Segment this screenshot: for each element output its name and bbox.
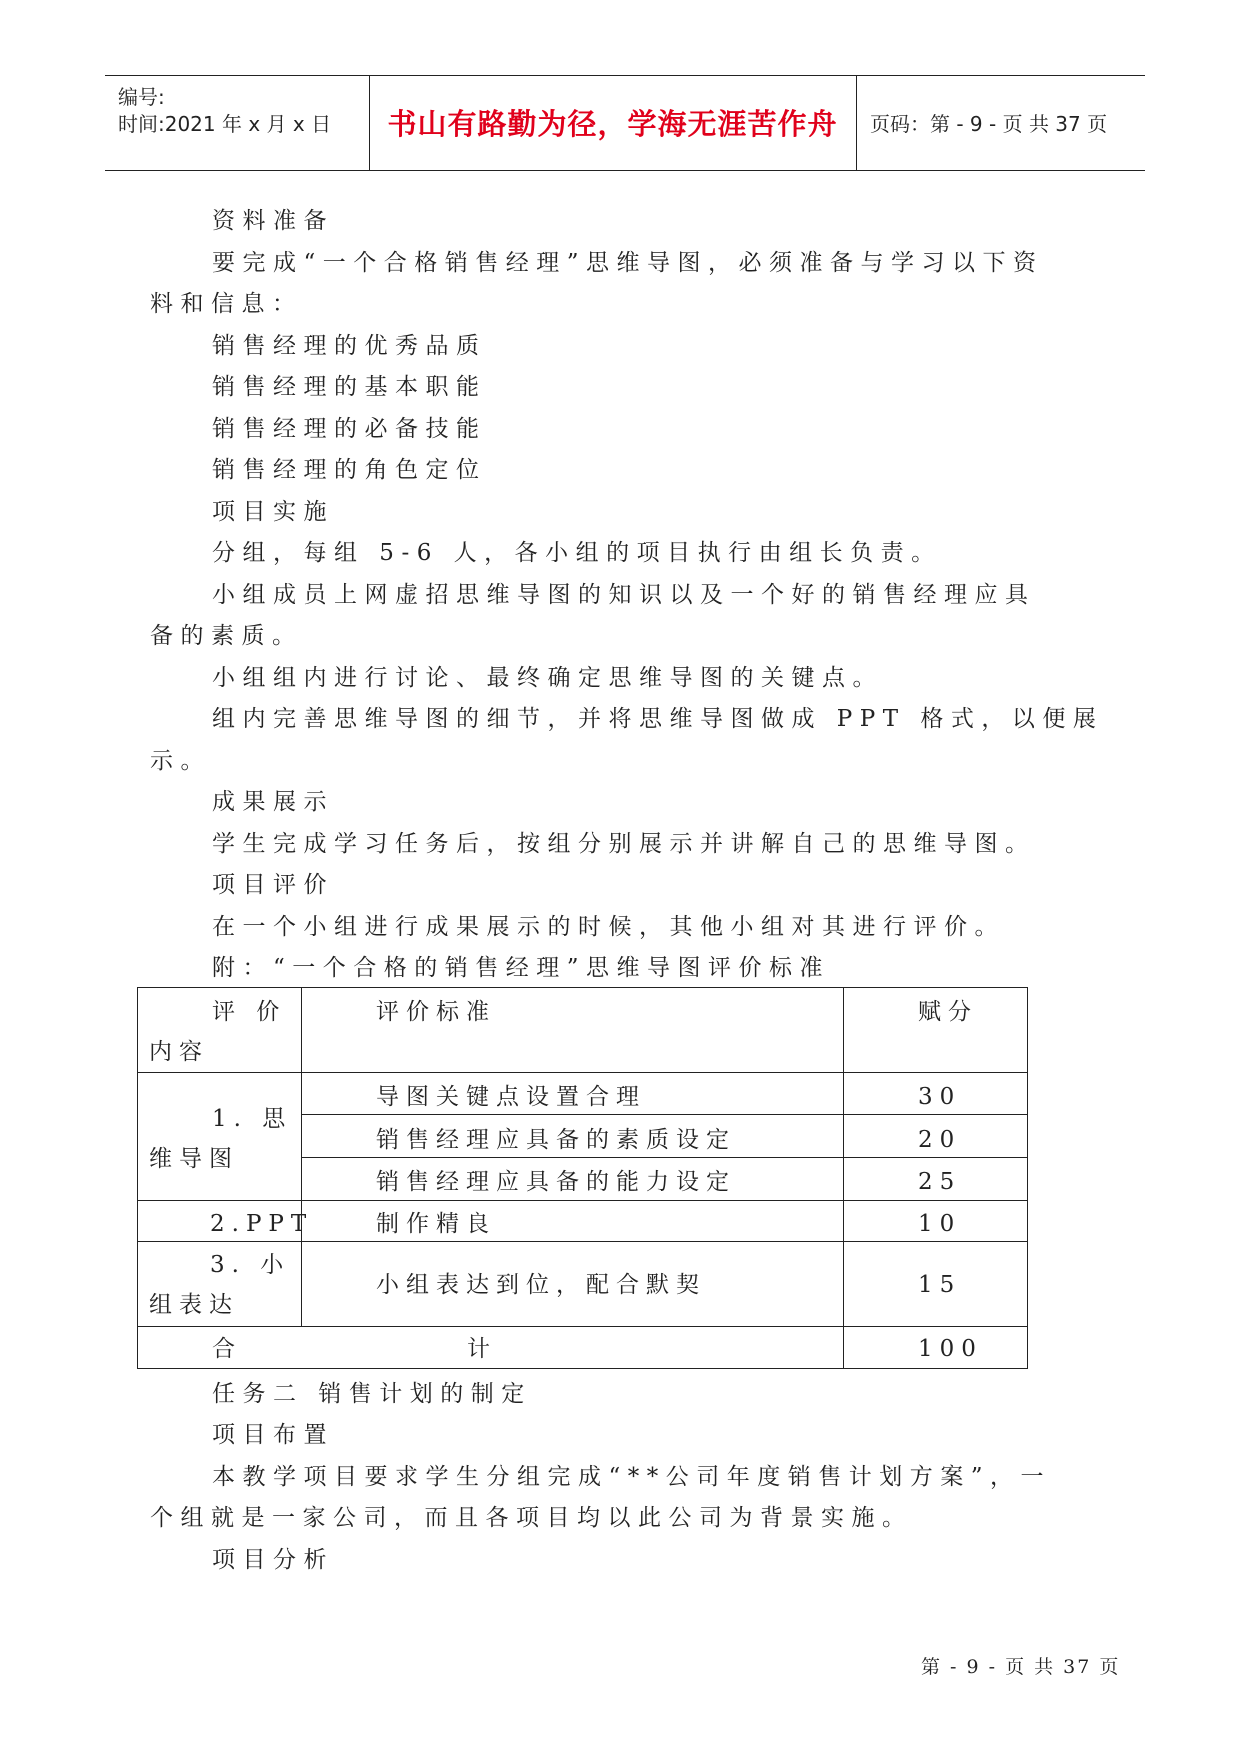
- document-time-label: 时间:2021 年 x 月 x 日: [118, 112, 332, 136]
- paragraph-line: 示。: [150, 748, 211, 774]
- paragraph-line: 小组组内进行讨论、最终确定思维导图的关键点。: [212, 665, 883, 691]
- paragraph-line: 分组，每组 5-6 人，各小组的项目执行由组长负责。: [212, 540, 942, 566]
- list-item: 销售经理的必备技能: [212, 416, 487, 442]
- table-divider: [137, 1200, 1028, 1201]
- table-divider: [137, 1241, 1028, 1242]
- table-cell: 销售经理应具备的素质设定: [376, 1127, 736, 1153]
- table-border: [137, 987, 138, 1369]
- table-border: [137, 987, 1028, 988]
- section-heading: 项目评价: [212, 872, 334, 898]
- table-header-cell: 评 价: [212, 999, 287, 1025]
- table-total-score: 100: [918, 1336, 983, 1362]
- page-footer: 第 - 9 - 页 共 37 页: [921, 1656, 1121, 1678]
- table-cell: 导图关键点设置合理: [376, 1084, 646, 1110]
- table-divider: [843, 987, 844, 1369]
- page-header: [105, 75, 1145, 171]
- table-cell: 制作精良: [376, 1211, 496, 1237]
- table-divider: [137, 1072, 1028, 1073]
- paragraph-line: 本教学项目要求学生分组完成“**公司年度销售计划方案”，一: [212, 1464, 1052, 1490]
- paragraph-line: 小组成员上网虚招思维导图的知识以及一个好的销售经理应具: [212, 582, 1036, 608]
- table-border: [1027, 987, 1028, 1369]
- paragraph-line: 组内完善思维导图的细节，并将思维导图做成 PPT 格式，以便展: [212, 706, 1104, 732]
- section-heading: 项目布置: [212, 1422, 334, 1448]
- table-total-label: 计: [467, 1336, 497, 1362]
- section-heading: 项目实施: [212, 499, 334, 525]
- list-item: 销售经理的角色定位: [212, 457, 487, 483]
- table-cell: 1. 思: [212, 1106, 293, 1132]
- table-divider: [301, 1157, 1028, 1158]
- table-cell: 30: [918, 1084, 962, 1110]
- section-heading: 任务二 销售计划的制定: [212, 1381, 532, 1407]
- table-cell: 小组表达到位，配合默契: [376, 1272, 706, 1298]
- paragraph-line: 备的素质。: [150, 623, 303, 649]
- table-cell: 15: [918, 1272, 962, 1298]
- paragraph-line: 料和信息：: [150, 291, 303, 317]
- table-total-label: 合: [212, 1336, 242, 1362]
- document-number-label: 编号:: [118, 85, 165, 109]
- list-item: 销售经理的基本职能: [212, 374, 487, 400]
- table-divider: [301, 1114, 1028, 1115]
- table-cell: 25: [918, 1169, 962, 1195]
- table-header-cell: 内容: [149, 1039, 209, 1065]
- table-cell: 3. 小: [210, 1252, 291, 1278]
- evaluation-table: [137, 987, 1028, 1369]
- table-cell: 2.PPT: [210, 1211, 314, 1237]
- table-divider: [137, 1326, 1028, 1327]
- paragraph-line: 个组就是一家公司，而且各项目均以此公司为背景实施。: [150, 1505, 913, 1531]
- table-header-cell: 赋分: [918, 999, 978, 1025]
- header-page-info: 页码：第 - 9 - 页 共 37 页: [870, 112, 1108, 136]
- table-cell: 10: [918, 1211, 962, 1237]
- paragraph-line: 学生完成学习任务后，按组分别展示并讲解自己的思维导图。: [212, 831, 1036, 857]
- table-cell: 销售经理应具备的能力设定: [376, 1169, 736, 1195]
- table-caption: 附：“一个合格的销售经理”思维导图评价标准: [212, 955, 831, 981]
- header-motto: 书山有路勤为径，学海无涯苦作舟: [387, 107, 838, 141]
- table-cell: 维导图: [149, 1146, 239, 1172]
- header-meta-cell: [105, 76, 370, 170]
- section-heading: 资料准备: [212, 208, 334, 234]
- table-border: [137, 1368, 1028, 1369]
- paragraph-line: 在一个小组进行成果展示的时候，其他小组对其进行评价。: [212, 914, 1005, 940]
- header-page-cell: [856, 76, 1145, 170]
- paragraph-line: 要完成“一个合格销售经理”思维导图，必须准备与学习以下资: [212, 250, 1044, 276]
- list-item: 销售经理的优秀品质: [212, 333, 487, 359]
- table-cell: 组表达: [149, 1292, 239, 1318]
- table-cell: 20: [918, 1127, 962, 1153]
- section-heading: 成果展示: [212, 789, 334, 815]
- header-motto-cell: [369, 76, 857, 170]
- table-header-cell: 评价标准: [376, 999, 496, 1025]
- section-heading: 项目分析: [212, 1547, 334, 1573]
